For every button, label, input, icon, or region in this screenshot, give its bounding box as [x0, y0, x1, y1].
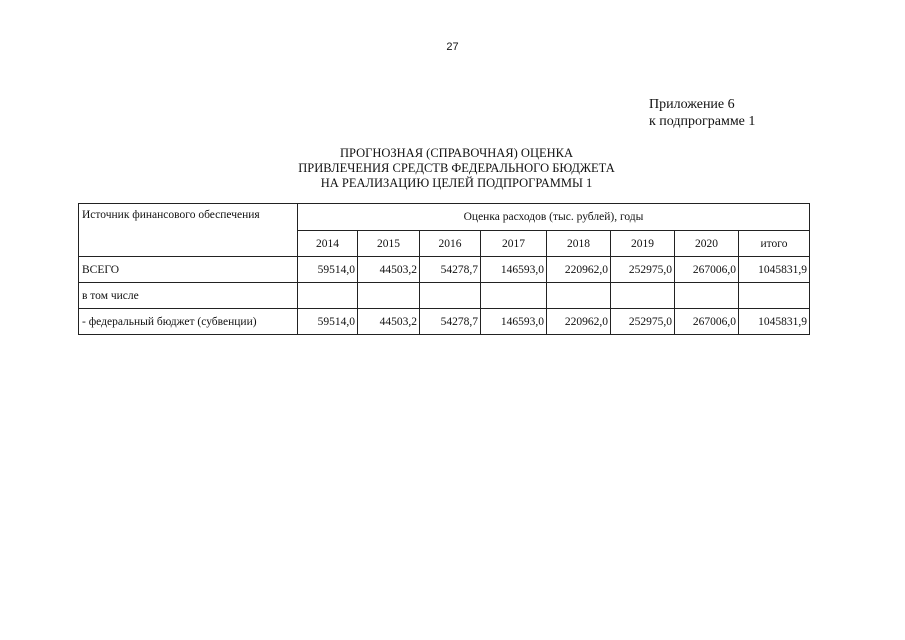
year-header-cell: итого — [739, 231, 810, 257]
page-number: 27 — [446, 41, 459, 53]
year-header-cell: 2014 — [298, 231, 358, 257]
row-label: - федеральный бюджет (субвенции) — [79, 309, 298, 335]
year-header-cell: 2016 — [420, 231, 481, 257]
value-cell: 44503,2 — [358, 309, 420, 335]
estimate-header: Оценка расходов (тыс. рублей), годы — [298, 204, 810, 231]
value-cell: 59514,0 — [298, 309, 358, 335]
value-cell: 252975,0 — [611, 309, 675, 335]
year-header-cell: 2019 — [611, 231, 675, 257]
value-cell: 54278,7 — [420, 257, 481, 283]
year-header-cell: 2020 — [675, 231, 739, 257]
value-cell: 59514,0 — [298, 257, 358, 283]
value-cell: 146593,0 — [481, 257, 547, 283]
table-row — [79, 309, 810, 335]
value-cell — [611, 283, 675, 309]
budget-table — [78, 203, 810, 335]
year-header-cell: 2018 — [547, 231, 611, 257]
title-line-2: ПРИВЛЕЧЕНИЯ СРЕДСТВ ФЕДЕРАЛЬНОГО БЮДЖЕТА — [298, 161, 615, 175]
appendix-line-2: к подпрограмме 1 — [649, 114, 756, 129]
value-cell — [298, 283, 358, 309]
value-cell: 267006,0 — [675, 257, 739, 283]
value-cell: 220962,0 — [547, 257, 611, 283]
value-cell: 220962,0 — [547, 309, 611, 335]
row-label: ВСЕГО — [79, 257, 298, 283]
row-label: в том числе — [79, 283, 298, 309]
table-row — [79, 257, 810, 283]
value-cell — [739, 283, 810, 309]
appendix-line-1: Приложение 6 — [649, 97, 735, 112]
value-cell — [675, 283, 739, 309]
value-cell: 1045831,9 — [739, 257, 810, 283]
value-cell — [547, 283, 611, 309]
title-line-3: НА РЕАЛИЗАЦИЮ ЦЕЛЕЙ ПОДПРОГРАММЫ 1 — [320, 176, 593, 190]
value-cell: 146593,0 — [481, 309, 547, 335]
year-header-cell: 2015 — [358, 231, 420, 257]
value-cell — [358, 283, 420, 309]
table-row — [79, 283, 810, 309]
source-header: Источник финансового обеспечения — [79, 204, 298, 257]
value-cell: 267006,0 — [675, 309, 739, 335]
value-cell — [481, 283, 547, 309]
value-cell — [420, 283, 481, 309]
year-header-cell: 2017 — [481, 231, 547, 257]
document-title — [0, 146, 905, 191]
title-line-1: ПРОГНОЗНАЯ (СПРАВОЧНАЯ) ОЦЕНКА — [339, 146, 574, 160]
value-cell: 44503,2 — [358, 257, 420, 283]
value-cell: 252975,0 — [611, 257, 675, 283]
appendix-reference — [649, 96, 755, 130]
value-cell: 54278,7 — [420, 309, 481, 335]
value-cell: 1045831,9 — [739, 309, 810, 335]
table-body — [79, 257, 810, 335]
